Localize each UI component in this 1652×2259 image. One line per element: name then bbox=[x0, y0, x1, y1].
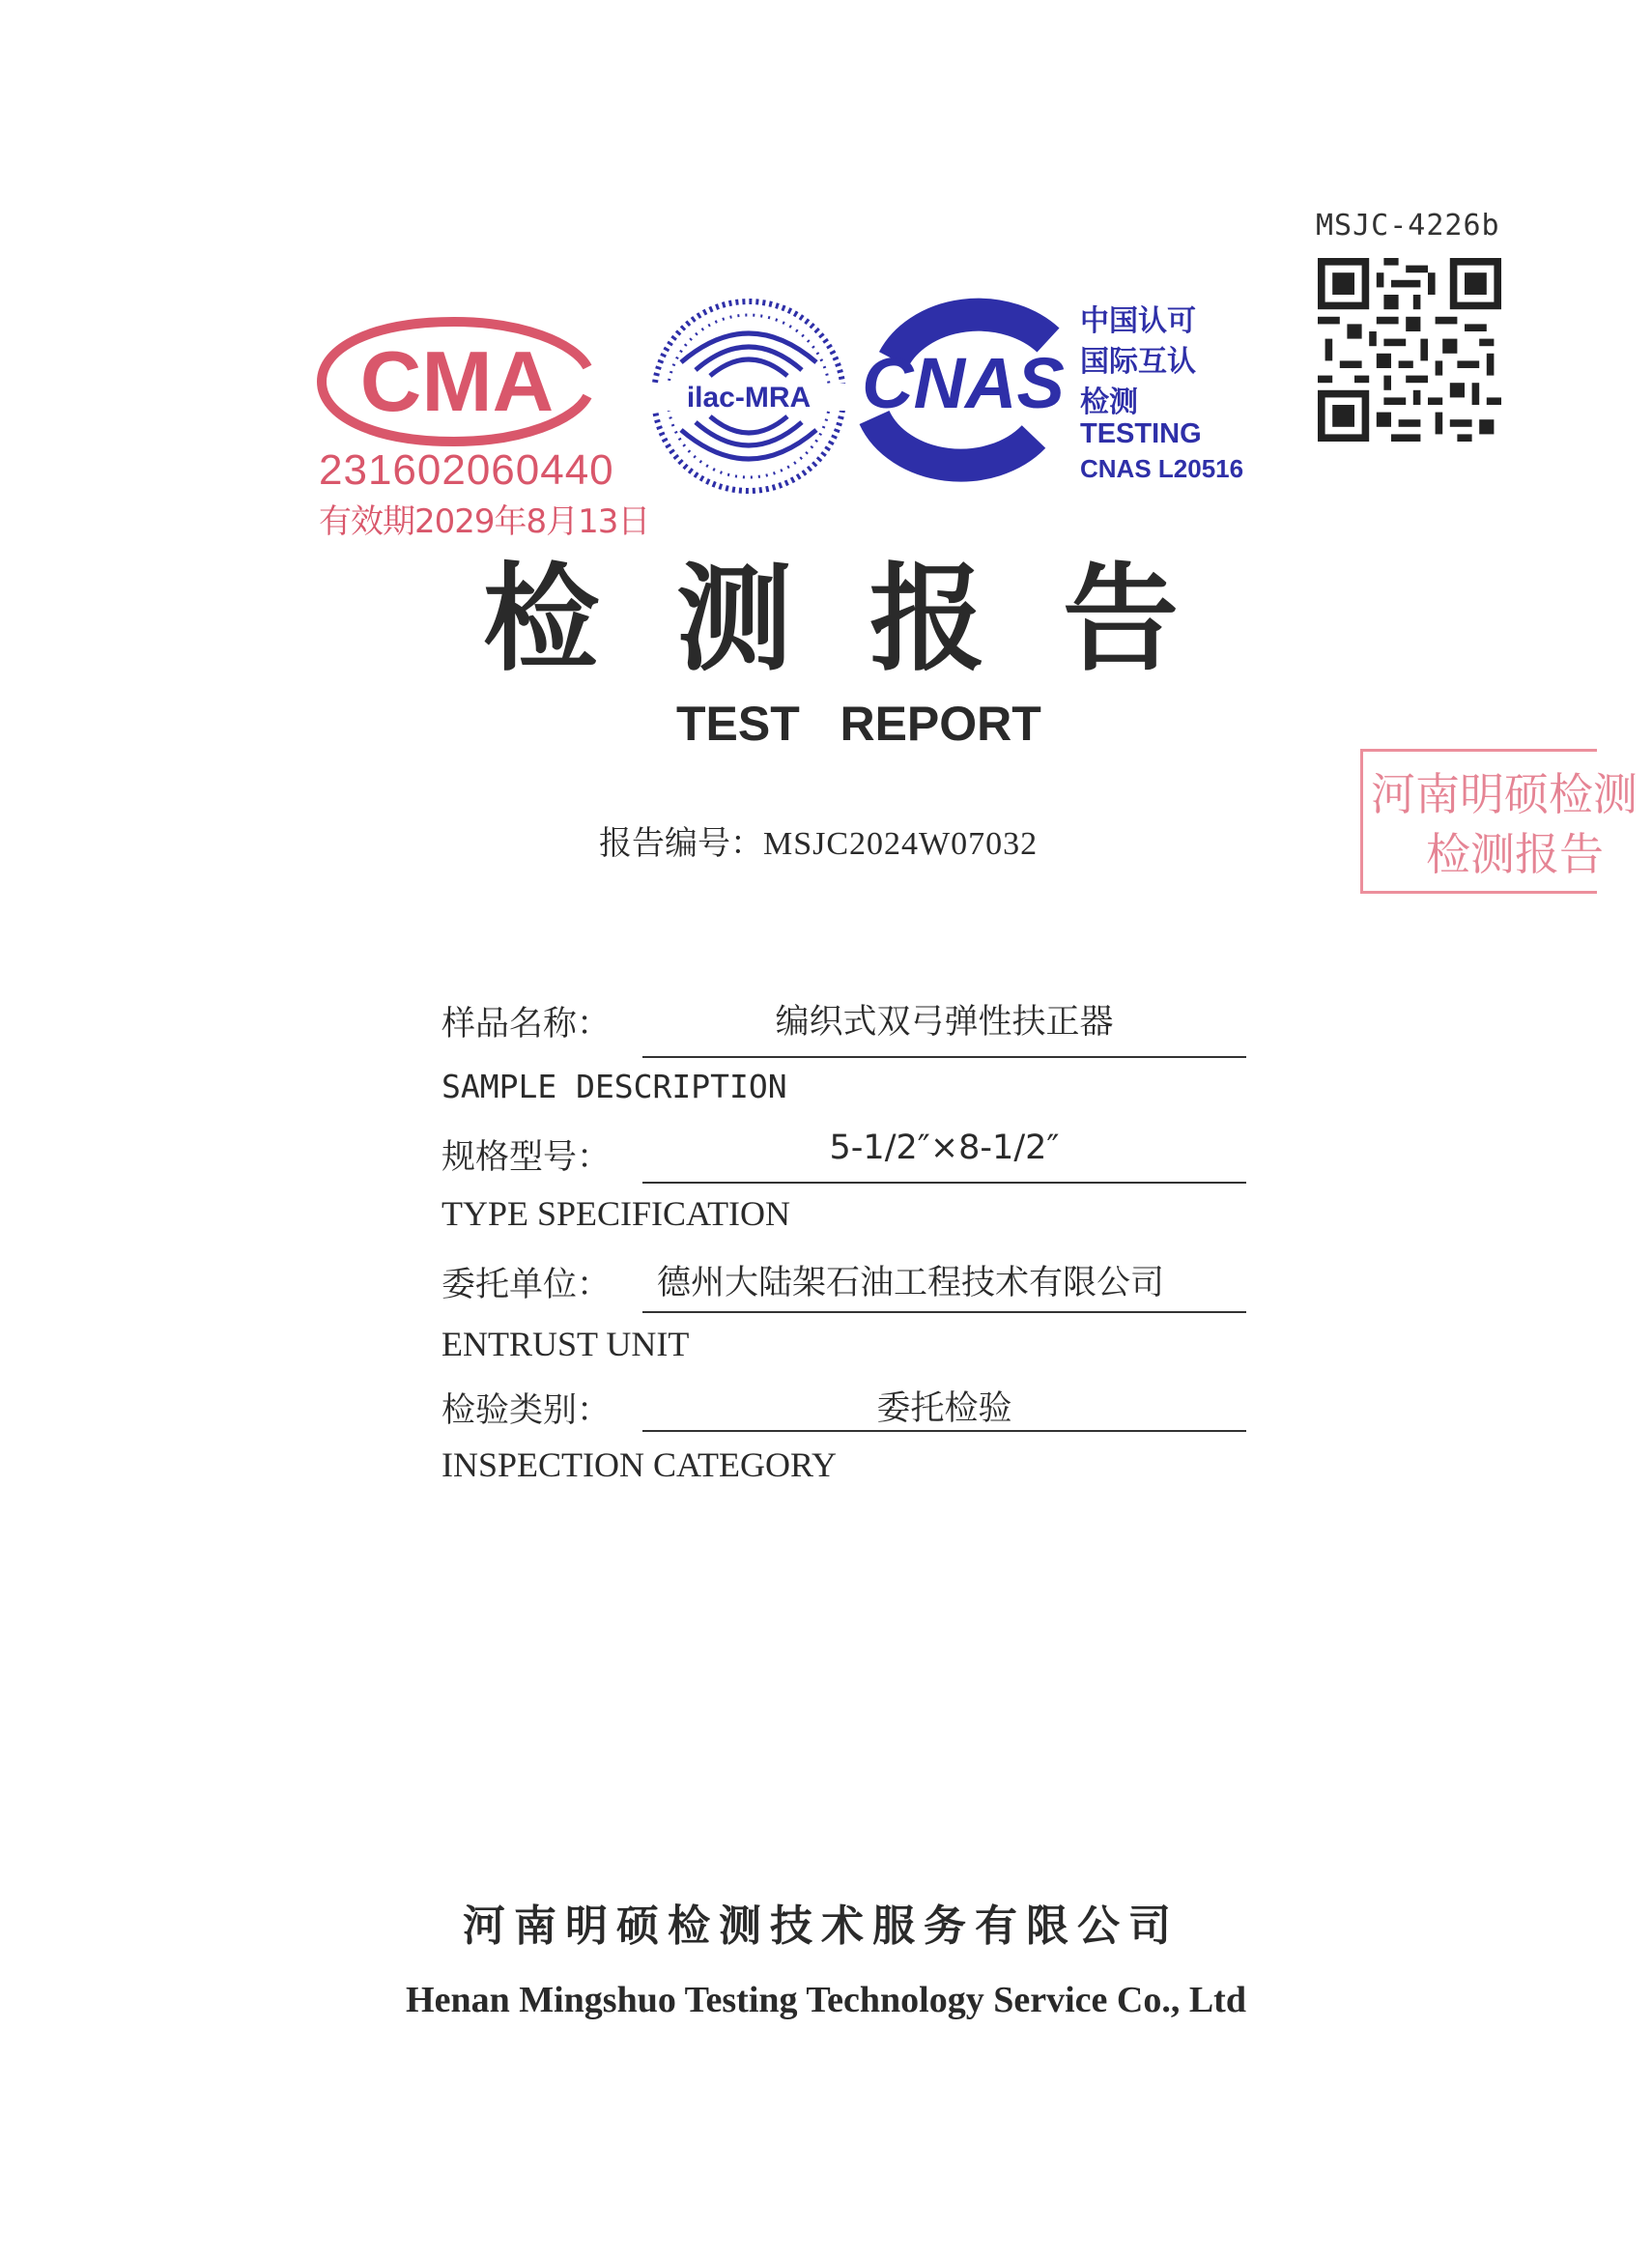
sample-name-value: 编织式双弓弹性扶正器 bbox=[775, 1003, 1114, 1042]
type-spec-underline bbox=[642, 1182, 1246, 1184]
cnas-accreditation-number: CNAS L20516 bbox=[1080, 454, 1244, 483]
cnas-caption-line4: TESTING bbox=[1080, 418, 1202, 449]
inspection-category-value: 委托检验 bbox=[876, 1389, 1012, 1428]
entrust-unit-value: 德州大陆架石油工程技术有限公司 bbox=[657, 1264, 1165, 1302]
type-specification-label: TYPE SPECIFICATION bbox=[441, 1194, 791, 1233]
report-number-label: 报告编号： bbox=[599, 824, 763, 863]
sample-name-label: 样品名称： bbox=[441, 1005, 612, 1044]
report-number-value: MSJC2024W07032 bbox=[763, 826, 1039, 862]
document-code: MSJC-4226b bbox=[1316, 209, 1500, 243]
sample-description-label: SAMPLE DESCRIPTION bbox=[441, 1068, 787, 1105]
inspection-category-english-label: INSPECTION CATEGORY bbox=[441, 1445, 838, 1484]
cma-stamp-logo bbox=[314, 314, 594, 449]
entrust-unit-underline bbox=[642, 1311, 1246, 1313]
qr-code-icon bbox=[1318, 253, 1501, 446]
cma-stamp-validity: 有效期2029年8月13日 bbox=[319, 502, 650, 541]
entrust-unit-label: 委托单位： bbox=[441, 1266, 612, 1304]
ilac-mra-logo bbox=[647, 295, 850, 498]
cma-stamp-number: 231602060440 bbox=[319, 446, 614, 494]
type-spec-value: 5-1/2″×8-1/2″ bbox=[829, 1129, 1060, 1167]
entrust-unit-english-label: ENTRUST UNIT bbox=[441, 1325, 690, 1363]
svg-text:CNAS: CNAS bbox=[862, 343, 1065, 423]
type-spec-label: 规格型号： bbox=[441, 1138, 612, 1177]
seal-stamp-line2: 检测报告 bbox=[1426, 828, 1604, 880]
cnas-logo bbox=[855, 301, 1072, 475]
svg-text:CMA: CMA bbox=[359, 333, 555, 429]
company-name-english: Henan Mingshuo Testing Technology Service Co., Ltd bbox=[406, 1980, 1246, 2020]
report-number bbox=[599, 816, 1038, 864]
cnas-caption-line2: 国际互认 bbox=[1080, 345, 1196, 379]
seal-stamp bbox=[1360, 749, 1638, 894]
page-title: 检测报告 bbox=[483, 553, 1256, 687]
inspection-category-underline bbox=[642, 1430, 1246, 1432]
svg-text:ilac-MRA: ilac-MRA bbox=[686, 382, 812, 414]
cnas-caption-line1: 中国认可 bbox=[1080, 304, 1196, 338]
cnas-caption-line3: 检测 bbox=[1080, 386, 1138, 419]
page-title-english: TEST REPORT bbox=[676, 697, 1041, 751]
sample-name-underline bbox=[642, 1056, 1246, 1058]
seal-stamp-line1: 河南明硕检测 bbox=[1371, 768, 1638, 820]
company-name-chinese: 河南明硕检测技术服务有限公司 bbox=[463, 1902, 1180, 1951]
inspection-category-label: 检验类别： bbox=[441, 1391, 612, 1430]
